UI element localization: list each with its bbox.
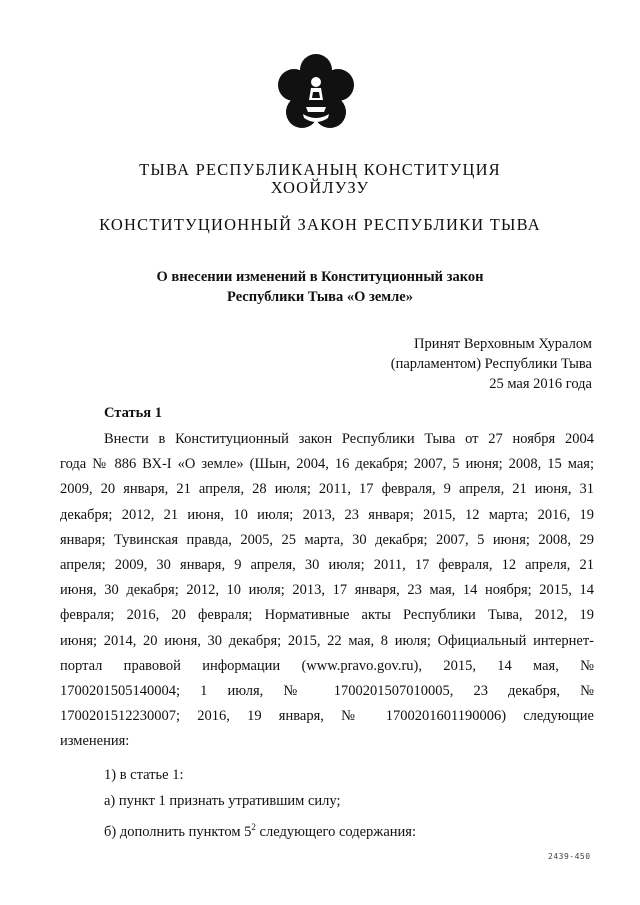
body-line: июня; 2014, 20 июня, 30 декабря; 2015, 22 мая, 8 июля; Официальный интернет- xyxy=(60,632,594,649)
body-line: июня, 30 декабря; 2012, 10 июля; 2013, 17 января, 23 мая, 14 ноября; 2015, 14 xyxy=(60,582,594,599)
item-b-superscript: 2 xyxy=(251,822,256,832)
subject-line2: Республики Тыва «О земле» xyxy=(227,289,413,305)
item-a: а) пункт 1 признать утратившим силу; xyxy=(104,793,341,809)
body-line: апреля; 2009, 30 января, 9 апреля, 30 июля; 2011, 17 февраля, 12 апреля, 21 xyxy=(60,557,594,574)
adoption-line1: Принят Верховным Хуралом xyxy=(414,336,592,352)
adoption-line2: (парламентом) Республики Тыва xyxy=(390,356,592,372)
document-code: 2439-450 xyxy=(548,852,591,861)
body-line: Внести в Конституционный закон Республики Тыва от 27 ноября 2004 xyxy=(104,431,594,447)
adoption-note xyxy=(391,334,592,394)
title-tuvan-line1: ТЫВА РЕСПУБЛИКАНЫҢ КОНСТИТУЦИЯ xyxy=(139,160,501,179)
body-line: февраля; 2016, 20 февраля; Нормативные акты Республики Тыва, 2012, 19 xyxy=(60,607,594,624)
item-b-tail: следующего содержания: xyxy=(255,824,416,840)
body-line: изменения: xyxy=(60,733,130,750)
title-tuvan-line2: ХООЙЛУЗУ xyxy=(270,178,370,197)
adoption-date: 25 мая 2016 года xyxy=(489,376,592,392)
body-line: января; Тувинская правда, 2005, 25 марта, 30 декабря; 2007, 5 июня; 2008, 29 xyxy=(60,531,594,548)
coat-of-arms-icon xyxy=(274,52,358,136)
article-body xyxy=(60,427,594,755)
body-line: года № 886 ВХ-I «О земле» (Шын, 2004, 16 декабря; 2007, 5 июня; 2008, 15 мая; xyxy=(60,456,594,473)
body-line: 2009, 20 января, 21 апреля, 28 июля; 2011, 17 февраля, 9 апреля, 21 июня, 31 xyxy=(60,481,594,498)
item-b xyxy=(104,817,416,842)
item-b-text: б) дополнить пунктом 5 xyxy=(104,824,252,840)
body-line: декабря; 2012, 21 июня, 10 июля; 2013, 23 января; 2015, 12 марта; 2016, 19 xyxy=(60,506,594,523)
article-heading: Статья 1 xyxy=(104,405,162,421)
body-line: 1700201512230007; 2016, 19 января, № 1700201601190006) следующие xyxy=(60,708,594,725)
body-line: 1700201505140004; 1 июля, № 1700201507010005, 23 декабря, № xyxy=(60,683,594,700)
body-line: портал правовой информации (www.pravo.gov.ru), 2015, 14 мая, № xyxy=(60,657,594,674)
item-1: 1) в статье 1: xyxy=(104,767,184,783)
subject-line1: О внесении изменений в Конституционный закон xyxy=(156,269,484,285)
title-russian: КОНСТИТУЦИОННЫЙ ЗАКОН РЕСПУБЛИКИ ТЫВА xyxy=(99,215,541,234)
